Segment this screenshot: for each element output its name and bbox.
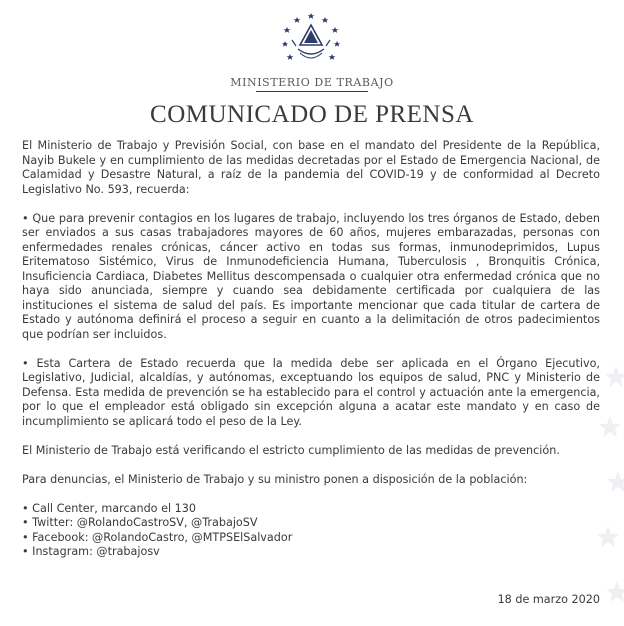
verification-paragraph: El Ministerio de Trabajo está verificando el estricto cumplimiento de las medidas de prevención. <box>22 443 560 457</box>
decorative-stars-icon <box>588 356 624 626</box>
contact-instagram: • Instagram: @trabajosv <box>22 545 160 558</box>
bullet-paragraph-2: • Esta Cartera de Estado recuerda que la medida debe ser aplicada en el Órgano Ejecutivo, Legislativo, Judicial, alcaldías, y autónomas, exceptuando los equipos de salud, PNC y Ministerio de Defensa. Esta medida de prevención se ha establecido para el control y actuación ante la emergencia, por lo que el empleador está obligado sin excepción alguna a acatar este mandato y en caso de incumplimiento se aplicará todo el peso de la Ley. <box>22 356 600 428</box>
ministry-name: MINISTERIO DE TRABAJO <box>230 76 394 89</box>
contact-facebook: • Facebook: @RolandoCastro, @MTPSElSalvador <box>22 530 293 544</box>
intro-paragraph: El Ministerio de Trabajo y Previsión Social, con base en el mandato del Presidente de la República, Nayib Bukele y en cumplimiento de las medidas decretadas por el Estado de Emergencia Nacional, de Calamidad y Desastre Natural, a raíz de la pandemia del COVID-19 y de conformidad al Decreto Legislativo No. 593, recuerda: <box>22 139 600 196</box>
contact-list <box>22 502 600 560</box>
coat-of-arms-icon <box>282 12 340 70</box>
contact-twitter: • Twitter: @RolandoCastroSV, @TrabajoSV <box>22 516 258 529</box>
page-title: COMUNICADO DE PRENSA <box>150 101 474 128</box>
header-divider <box>256 91 368 92</box>
denuncias-paragraph: Para denuncias, el Ministerio de Trabajo y su ministro ponen a disposición de la población: <box>22 472 528 486</box>
press-release-body <box>22 139 600 560</box>
release-date: 18 de marzo 2020 <box>497 593 600 606</box>
bullet-paragraph-1: • Que para prevenir contagios en los lugares de trabajo, incluyendo los tres órganos de Estado, deben ser enviados a sus casas trabajadores mayores de 60 años, mujeres embarazadas, personas con enfermedades renales crónicas, cáncer activo en todas sus formas, inmunodeprimidos, Lupus Eritematoso Sistémico, Virus de Inmunodeficiencia Humana, Tuberculosis , Bronquitis Crónica, Insuficiencia Cardiaca, Diabetes Mellitus descompensada o cualquier otra enfermedad crónica que no haya sido anunciada, siempre y cuando sea debidamente certificada por cualquiera de las instituciones el sistema de salud del país. Es importante mencionar que cada titular de cartera de Estado y autónoma definirá el proceso a seguir en cuanto a la delimitación de otros padecimientos que podrían ser incluidos. <box>22 211 600 341</box>
contact-call-center: • Call Center, marcando el 130 <box>22 501 196 515</box>
